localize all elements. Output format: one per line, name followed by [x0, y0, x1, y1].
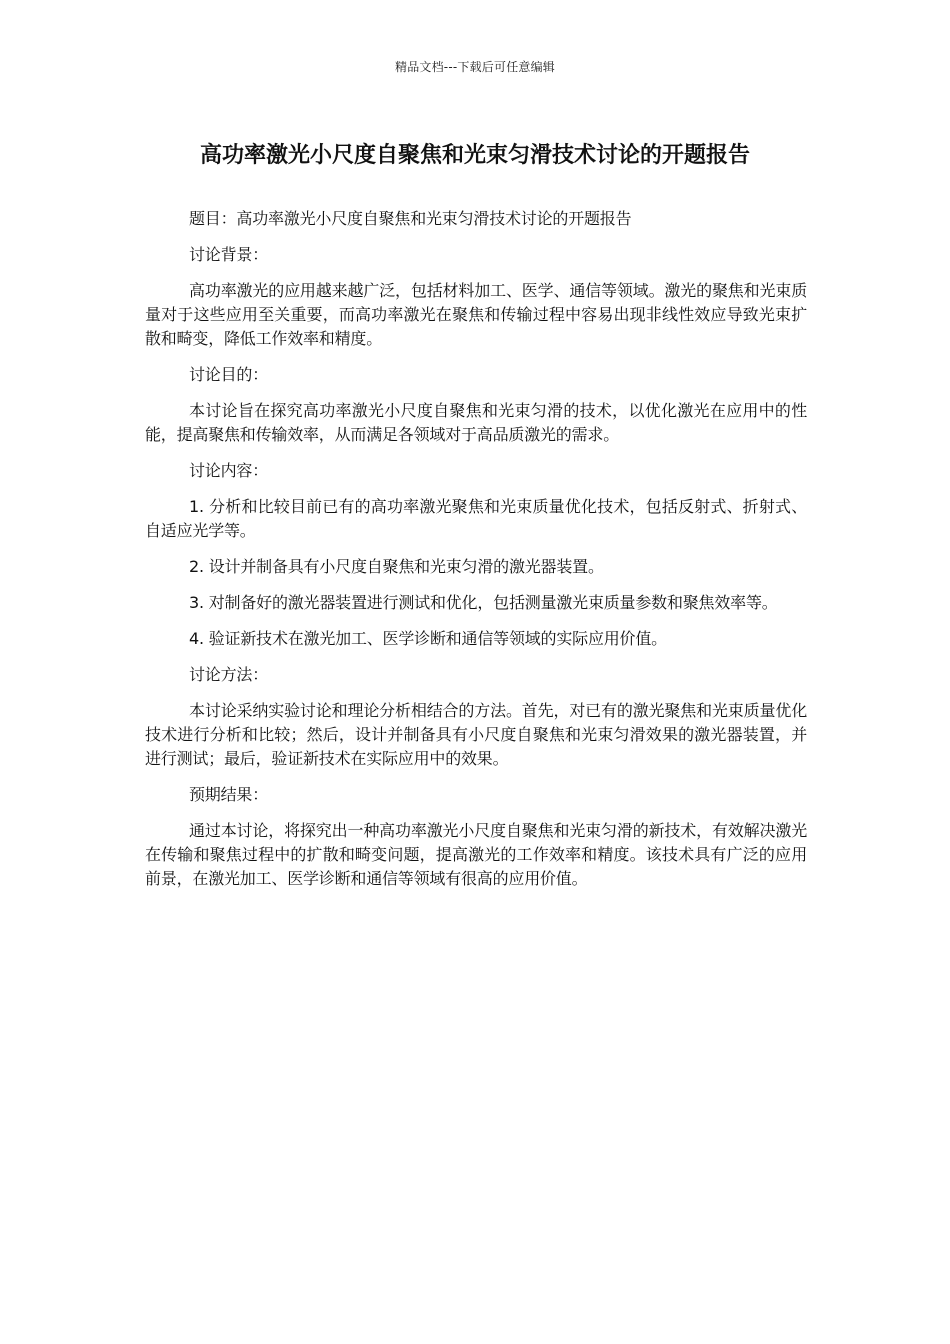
content-item-3: 3. 对制备好的激光器装置进行测试和优化，包括测量激光束质量参数和聚焦效率等。: [189, 593, 778, 612]
section-heading-content: 讨论内容：: [189, 461, 269, 480]
section-heading-purpose: 讨论目的：: [189, 365, 269, 384]
method-paragraph: 本讨论采纳实验讨论和理论分析相结合的方法。首先，对已有的激光聚焦和光束质量优化技术进行分析和比较；然后，设计并制备具有小尺度自聚焦和光束匀滑效果的激光器装置，并进行测试；最后，验证新技术在实际应用中的效果。: [145, 701, 807, 768]
background-paragraph: 高功率激光的应用越来越广泛，包括材料加工、医学、通信等领域。激光的聚焦和光束质量对于这些应用至关重要，而高功率激光在聚焦和传输过程中容易出现非线性效应导致光束扩散和畸变，降低工作效率和精度。: [145, 281, 807, 348]
content-item-2: 2. 设计并制备具有小尺度自聚焦和光束匀滑的激光器装置。: [189, 557, 604, 576]
document-title: 高功率激光小尺度自聚焦和光束匀滑技术讨论的开题报告: [199, 143, 750, 168]
topic-line: 题目：高功率激光小尺度自聚焦和光束匀滑技术讨论的开题报告: [189, 209, 632, 228]
section-heading-background: 讨论背景：: [189, 245, 269, 264]
content-item-1: 1. 分析和比较目前已有的高功率激光聚焦和光束质量优化技术，包括反射式、折射式、自适应光学等。: [145, 497, 807, 540]
purpose-paragraph: 本讨论旨在探究高功率激光小尺度自聚焦和光束匀滑的技术，以优化激光在应用中的性能，提高聚焦和传输效率，从而满足各领域对于高品质激光的需求。: [145, 401, 807, 444]
content-item-4: 4. 验证新技术在激光加工、医学诊断和通信等领域的实际应用价值。: [189, 629, 667, 648]
page-header-note: 精品文档---下载后可任意编辑: [395, 60, 555, 74]
results-paragraph: 通过本讨论，将探究出一种高功率激光小尺度自聚焦和光束匀滑的新技术，有效解决激光在传输和聚焦过程中的扩散和畸变问题，提高激光的工作效率和精度。该技术具有广泛的应用前景，在激光加工、医学诊断和通信等领域有很高的应用价值。: [145, 821, 807, 888]
section-heading-method: 讨论方法：: [189, 665, 269, 684]
document-body: [145, 207, 807, 903]
section-heading-results: 预期结果：: [189, 785, 269, 804]
